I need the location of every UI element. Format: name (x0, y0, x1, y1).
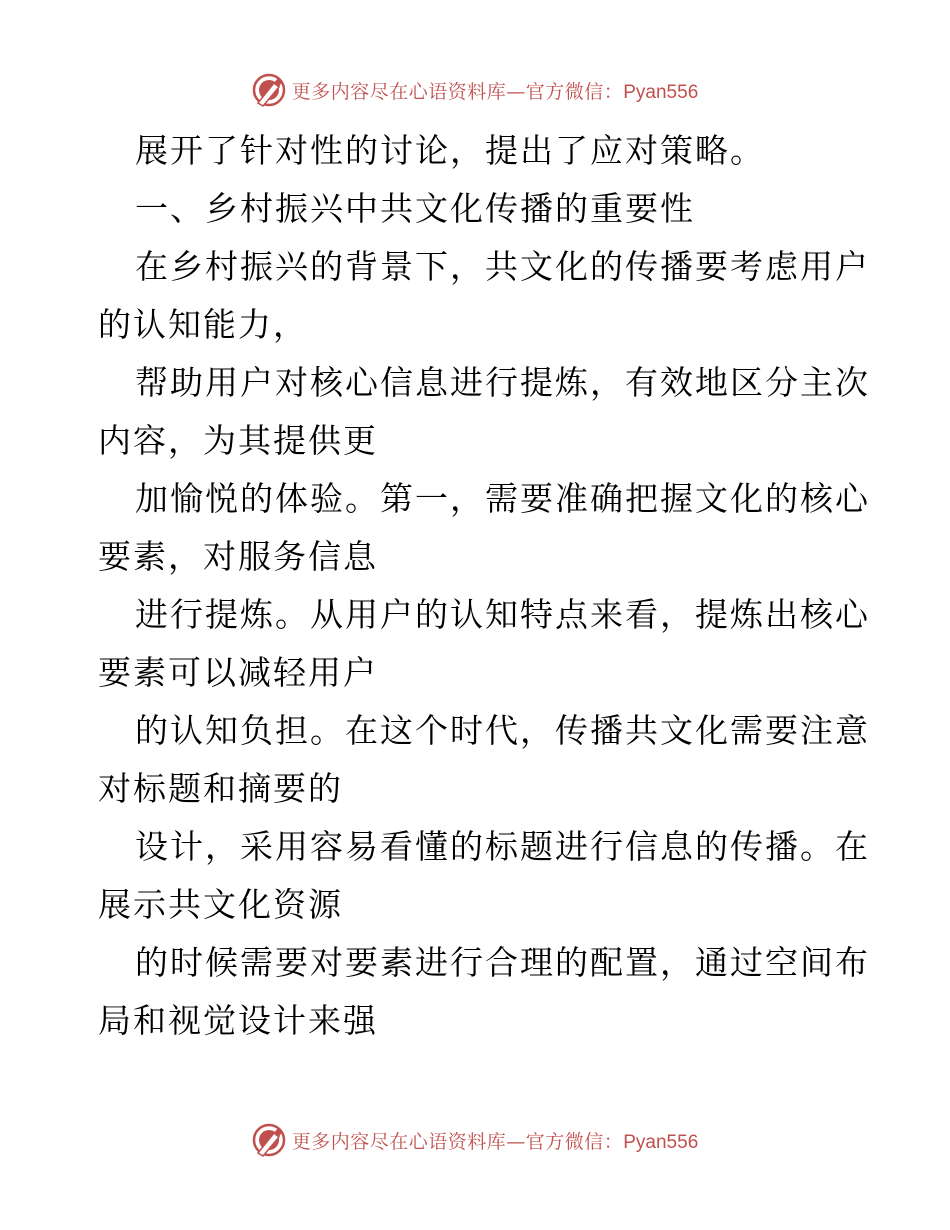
paragraph (98, 586, 870, 702)
paragraph (98, 238, 870, 354)
paragraph (98, 702, 870, 818)
header-banner-text: 更多内容尽在心语资料库—官方微信：Pyan556 (291, 80, 699, 103)
footer-banner-text: 更多内容尽在心语资料库—官方微信：Pyan556 (291, 1130, 699, 1153)
header-banner (0, 70, 950, 110)
text-line: 对标题和摘要的 (98, 769, 343, 808)
footer-banner-wechat-id: Pyan556 (623, 1131, 699, 1153)
body-text (98, 122, 870, 1050)
footer-banner-content (252, 1123, 699, 1157)
footer-banner (0, 1120, 950, 1160)
text-line: 帮助用户对核心信息进行提炼，有效地区分主次 (135, 363, 870, 402)
text-line: 的时候需要对要素进行合理的配置，通过空间布 (135, 943, 870, 982)
text-line: 在乡村振兴的背景下，共文化的传播要考虑用户 (135, 247, 870, 286)
text-line: 内容，为其提供更 (98, 421, 378, 460)
pen-logo-icon (252, 73, 286, 107)
text-line: 展示共文化资源 (98, 885, 343, 924)
text-line: 一、乡村振兴中共文化传播的重要性 (135, 189, 695, 228)
paragraph (98, 122, 858, 180)
paragraph (98, 934, 870, 1050)
text-line: 的认知负担。在这个时代，传播共文化需要注意 (135, 711, 870, 750)
text-line: 进行提炼。从用户的认知特点来看，提炼出核心 (135, 595, 870, 634)
paragraph (98, 818, 870, 934)
paragraph (98, 180, 858, 238)
text-line: 展开了针对性的讨论，提出了应对策略。 (135, 131, 765, 170)
pen-logo-icon (252, 1123, 286, 1157)
header-banner-wechat-id: Pyan556 (623, 81, 699, 103)
text-line: 局和视觉设计来强 (98, 1001, 378, 1040)
header-banner-content (252, 73, 699, 107)
text-line: 的认知能力， (98, 305, 308, 344)
paragraph (98, 354, 870, 470)
text-line: 设计，采用容易看懂的标题进行信息的传播。在 (135, 827, 870, 866)
text-line: 要素可以减轻用户 (98, 653, 378, 692)
text-line: 加愉悦的体验。第一，需要准确把握文化的核心 (135, 479, 870, 518)
text-line: 要素，对服务信息 (98, 537, 378, 576)
paragraph (98, 470, 870, 586)
